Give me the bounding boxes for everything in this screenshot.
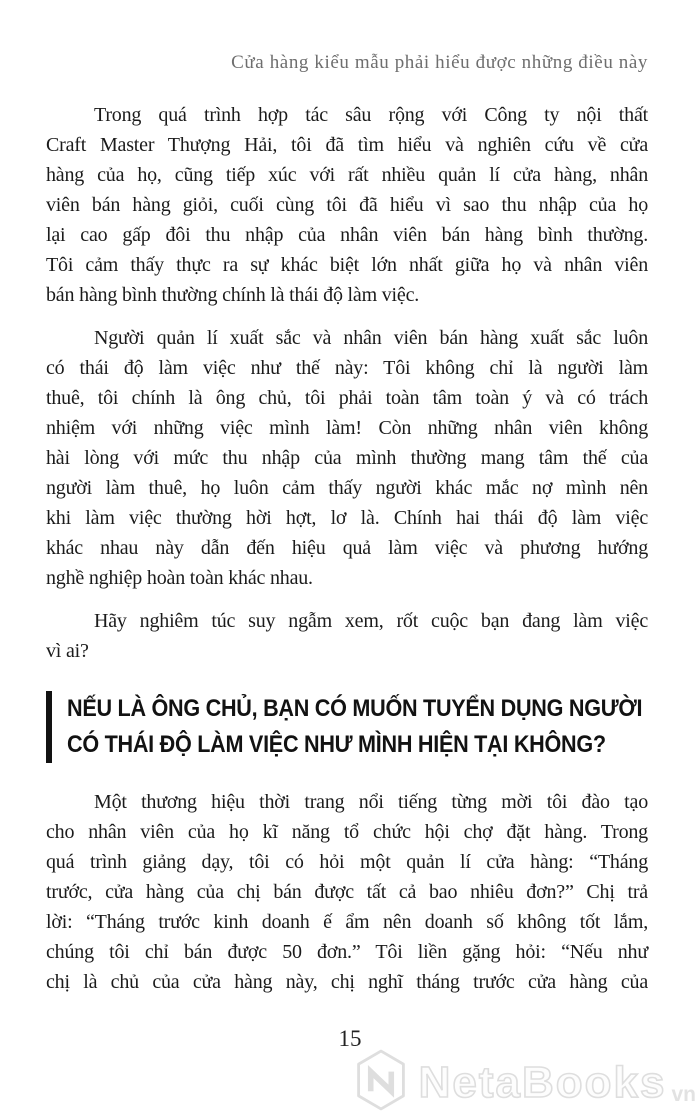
paragraph-line: viên bán hàng giỏi, cuối cùng tôi đã hiểu vì sao thu nhập của họ: [46, 194, 648, 216]
paragraph-line: trước, cửa hàng của chị bán được tất cả bao nhiêu đơn?” Chị trả: [46, 881, 648, 903]
watermark: [353, 1049, 696, 1116]
paragraph-line: hài lòng với mức thu nhập của mình thường mang tâm thế của: [46, 447, 648, 469]
paragraph-line: có thái độ làm việc như thế này: Tôi không chỉ là người làm: [46, 357, 648, 379]
running-header: Cửa hàng kiểu mẫu phải hiểu được những điều này: [231, 52, 648, 73]
page-number: 15: [338, 1026, 362, 1051]
paragraph-line: Craft Master Thượng Hải, tôi đã tìm hiểu và nghiên cứu về cửa: [46, 134, 648, 156]
paragraph-line: hàng của họ, cũng tiếp xúc với rất nhiều quản lí cửa hàng, nhân: [46, 164, 648, 186]
paragraph-line: nghề nghiệp hoàn toàn khác nhau.: [46, 567, 313, 589]
paragraph-line: Tôi cảm thấy thực ra sự khác biệt lớn nhất giữa họ và nhân viên: [46, 254, 648, 276]
watermark-brand: NetaBooks: [418, 1057, 667, 1107]
section-heading-text: CÓ THÁI ĐỘ LÀM VIỆC NHƯ MÌNH HIỆN TẠI KHÔNG?: [67, 731, 606, 758]
page-body: [46, 100, 648, 1010]
section-heading-line: [67, 727, 648, 763]
watermark-tld: vn: [671, 1083, 696, 1106]
section-heading-text: NẾU LÀ ÔNG CHỦ, BẠN CÓ MUỐN TUYỂN DỤNG NGƯỜI: [67, 695, 643, 722]
hexagon-n-logo-icon: [353, 1049, 409, 1116]
paragraph-line: bán hàng bình thường chính là thái độ làm việc.: [46, 284, 420, 306]
paragraph: [46, 787, 648, 997]
paragraph-line: khi làm việc thường hời hợt, lơ là. Chính hai thái độ làm việc: [46, 507, 648, 529]
paragraph-line: chúng tôi chỉ bán được 50 đơn.” Tôi liền gặng hỏi: “Nếu như: [46, 941, 648, 963]
paragraph: [46, 100, 648, 310]
paragraph-line: quá trình giảng dạy, tôi có hỏi một quản lí cửa hàng: “Tháng: [46, 851, 648, 873]
paragraph: [46, 323, 648, 593]
paragraph-line: lời: “Tháng trước kinh doanh ế ẩm nên doanh số không tốt lắm,: [46, 911, 648, 933]
paragraph-line: Người quản lí xuất sắc và nhân viên bán hàng xuất sắc luôn: [94, 327, 648, 349]
paragraph-line: vì ai?: [46, 640, 89, 662]
paragraph-line: Một thương hiệu thời trang nổi tiếng từng mời tôi đào tạo: [94, 791, 648, 813]
paragraph: [46, 606, 648, 666]
paragraph-line: chị là chủ của cửa hàng này, chị nghĩ tháng trước cửa hàng của: [46, 971, 648, 993]
paragraph-line: thuê, tôi chính là ông chủ, tôi phải toàn tâm toàn ý và có trách: [46, 387, 648, 409]
paragraph-line: Hãy nghiêm túc suy ngẫm xem, rốt cuộc bạn đang làm việc: [94, 610, 648, 632]
paragraph-line: nhiệm với những việc mình làm! Còn những nhân viên không: [46, 417, 648, 439]
paragraph-line: khác nhau này dẫn đến hiệu quả làm việc và phương hướng: [46, 537, 648, 559]
section-heading: [46, 691, 648, 763]
paragraph-line: lại cao gấp đôi thu nhập của nhân viên bán hàng bình thường.: [46, 224, 648, 246]
paragraph-line: người làm thuê, họ luôn cảm thấy người khác mắc nợ mình nên: [46, 477, 648, 499]
section-heading-line: [67, 691, 648, 727]
paragraph-line: Trong quá trình hợp tác sâu rộng với Công ty nội thất: [94, 104, 648, 126]
paragraph-line: cho nhân viên của họ kĩ năng tổ chức hội chợ đặt hàng. Trong: [46, 821, 648, 843]
